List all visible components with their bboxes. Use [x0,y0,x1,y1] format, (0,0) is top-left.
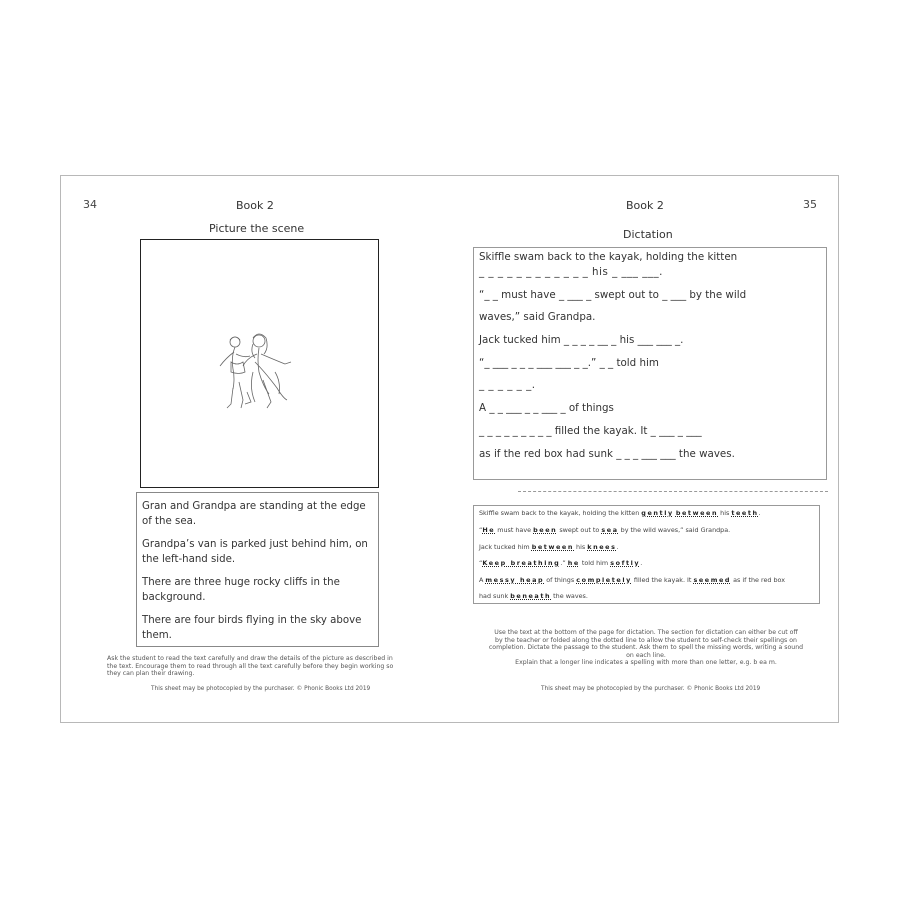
scene-paragraph: Gran and Grandpa are standing at the edge of the sea. [142,501,366,527]
answer-line [479,543,619,551]
answer-text: his [574,543,588,551]
answer-text: as if the red box [731,576,786,584]
answer-text: his [718,509,732,517]
answer-text: . [616,543,619,551]
answer-text: Jack tucked him [479,543,532,551]
answer-text: . [640,559,643,567]
right-teacher-instructions [481,629,811,667]
answer-word: completely [576,576,632,584]
dictation-box[interactable] [473,247,827,480]
instruction-line: on each line. [626,651,666,659]
dictation-line: Skiffle swam back to the kayak, holding the kitten [479,251,738,263]
answer-word: beneath [510,592,552,600]
workbook-spread [60,175,839,723]
right-page-number: 35 [803,198,817,211]
dictation-line: “_ _ must have _ ___ _ swept out to _ ___ by the wild [479,289,747,301]
dictation-line: as if the red box had sunk _ _ _ ___ ___ the waves. [479,448,735,460]
answer-word: seemed [693,576,732,584]
answer-line [479,576,785,584]
right-book-label: Book 2 [626,199,664,212]
gran-grandpa-sketch-icon [217,332,313,416]
answer-line [479,592,588,600]
scene-paragraph: Grandpa’s van is parked just behind him, on the left-hand side. [142,539,368,565]
answer-text: had sunk [479,592,511,600]
answer-text: swept out to [557,526,602,534]
answer-text: by the wild waves,” said Grandpa. [618,526,731,534]
answer-word: between [531,543,574,551]
left-page-number: 34 [83,198,97,211]
answer-text: .” [560,559,568,567]
right-page-title: Dictation [623,228,673,241]
answer-word: between [675,509,719,517]
answer-word: softly [610,559,641,567]
left-footer: This sheet may be photocopied by the purchaser. © Phonic Books Ltd 2019 [151,686,371,692]
answer-text: must have [495,526,534,534]
answer-word: gently [641,509,674,517]
right-footer: This sheet may be photocopied by the purchaser. © Phonic Books Ltd 2019 [541,686,761,692]
dictation-line: waves,” said Grandpa. [479,311,596,323]
instruction-line: Use the text at the bottom of the page for dictation. The section for dictation can either be cut off [494,629,798,636]
answer-text: filled the kayak. It [631,576,694,584]
answer-text: “ [479,559,483,567]
instruction-line: by the teacher or folded along the dotted line to allow the student to self-check their spellings on [495,636,797,644]
answer-word: teeth [731,509,759,517]
dictation-line: _ _ _ _ _ _. [479,379,536,391]
answer-text: Skiffle swam back to the kayak, holding the kitten [479,509,642,517]
instruction-line: Explain that a longer line indicates a spelling with more than one letter, e.g. b ea m. [515,659,777,666]
answer-word: messy heap [485,576,545,584]
answer-text: A [479,576,486,584]
answer-word: been [533,526,558,534]
answer-text: “ [479,526,483,534]
dictation-line: A _ _ ___ _ _ ___ _ of things [479,402,614,414]
drawing-box[interactable] [140,239,379,488]
answer-word: he [567,559,580,567]
answer-text: the waves. [551,592,588,600]
dictation-line: “_ ___ _ _ _ ___ ___ _ _.” _ _ told him [479,357,659,369]
scene-paragraph: There are four birds flying in the sky above them. [142,615,362,641]
scene-paragraph: There are three huge rocky cliffs in the background. [142,577,340,603]
instruction-line: completion. Dictate the passage to the student. Ask them to spell the missing words, writing a sound [488,644,804,651]
answer-line [479,526,730,534]
dictation-line: _ _ _ _ _ _ _ _ _ filled the kayak. It _ ___ _ ___ [479,425,702,437]
left-teacher-instructions: Ask the student to read the text carefully and draw the details of the picture as described in the text. Encourage them to read through all the text carefully before they begin working so they can plan their drawing. [107,655,394,678]
answer-word: Keep breathing [482,559,561,567]
left-book-label: Book 2 [236,199,274,212]
fold-line[interactable] [518,491,828,492]
answer-line [479,559,642,567]
left-page-title: Picture the scene [209,222,305,235]
dictation-line: _ _ _ _ _ _ _ _ _ _ _ _ his _ ___ ___. [479,266,663,278]
answer-word: sea [601,526,619,534]
answer-text: told him [579,559,611,567]
answer-text: of things [544,576,577,584]
answer-word: He [482,526,496,534]
answer-key-box [473,505,820,604]
answer-text: . [758,509,761,517]
dictation-line: Jack tucked him _ _ _ _ __ _ his ___ ___ _. [479,334,684,346]
answer-word: knees [587,543,617,551]
answer-line [479,509,761,517]
scene-description-box [136,492,379,647]
